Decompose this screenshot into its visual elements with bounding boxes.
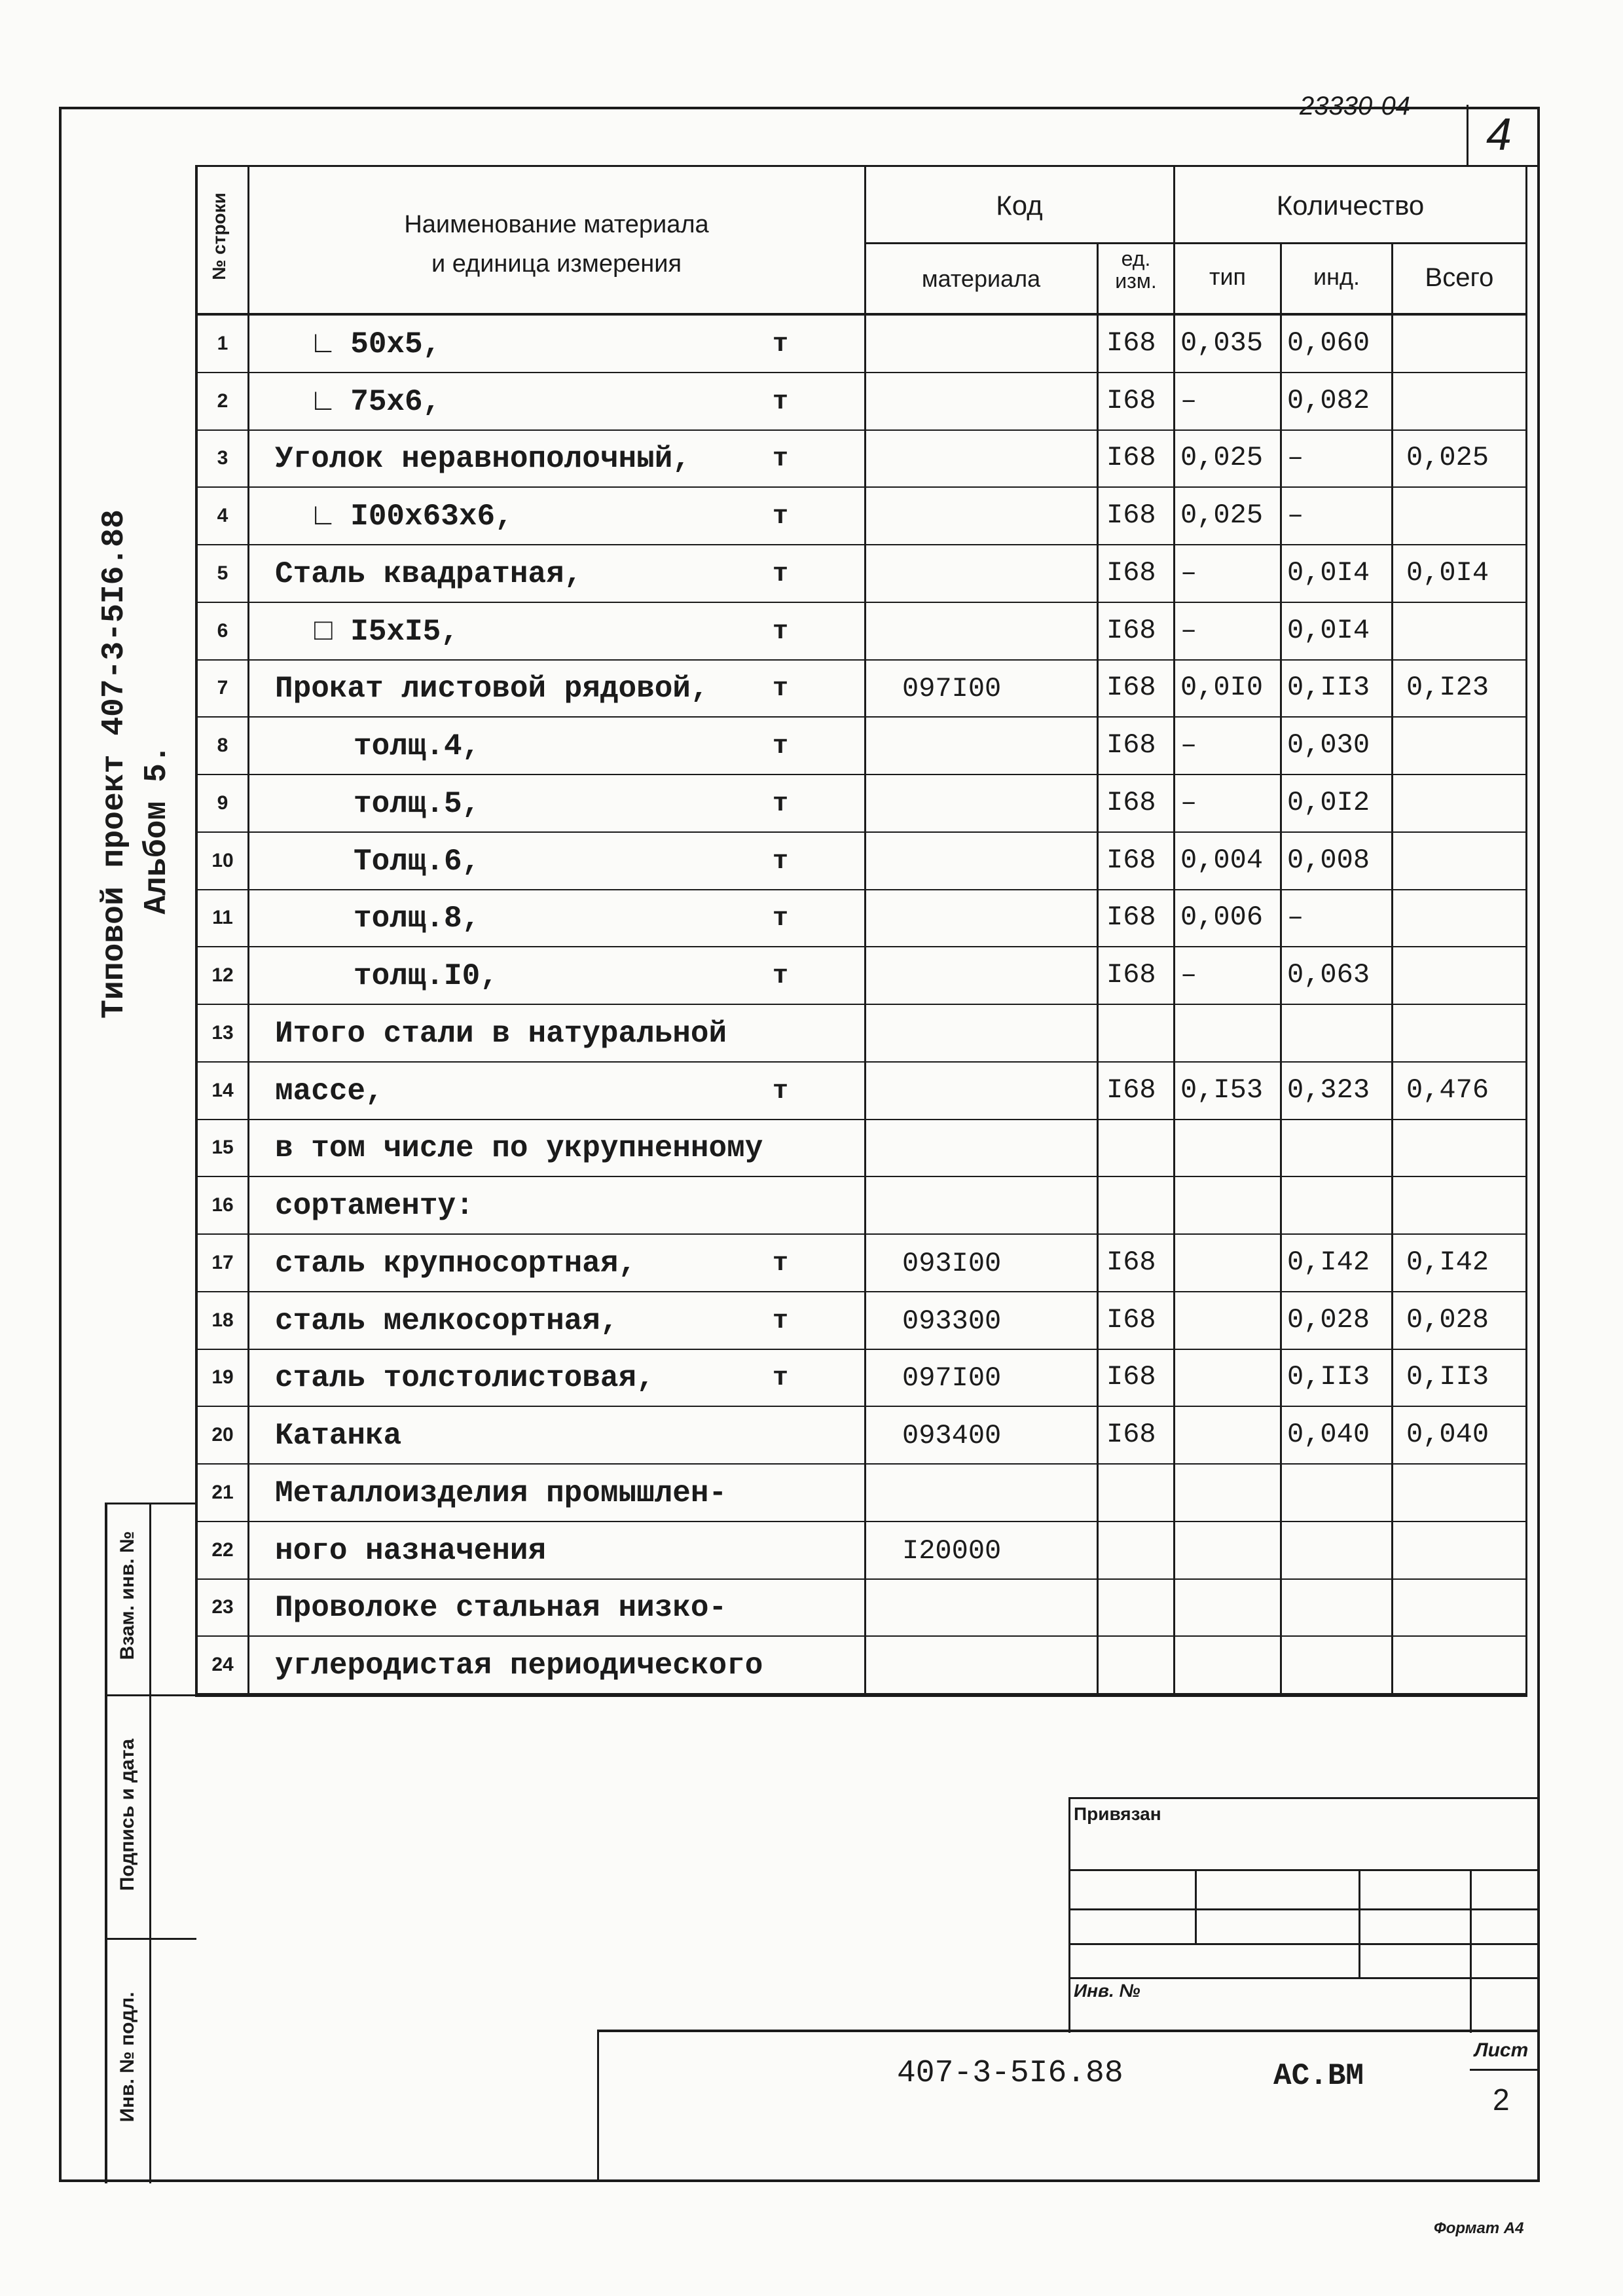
row-rule [195,1521,1527,1522]
row-code-unit: I68 [1106,787,1156,818]
row-name: Прокат листовой рядовой, [275,672,709,706]
row-qty-ind: 0,040 [1287,1419,1370,1450]
row-name: толщ.8, [354,902,481,936]
col-code-header: Код [996,190,1043,221]
col-qty-total-header: Всего [1425,263,1494,292]
row-qty-typ: – [1180,959,1197,991]
row-number: 7 [217,677,228,699]
row-code-unit: I68 [1106,557,1156,589]
stamp-binding-row1 [1068,1869,1539,1871]
row-rule [195,602,1527,603]
row-qty-typ: 0,0I0 [1180,672,1264,703]
stamp-set: АС.ВМ [1273,2059,1364,2093]
row-rule [195,1176,1527,1177]
row-qty-total: 0,I42 [1406,1247,1489,1278]
stamp-inv-no: Инв. № [1074,1980,1140,2001]
row-unit: т [773,502,789,532]
row-code-unit: I68 [1106,959,1156,991]
row-rule [195,1578,1527,1580]
row-rule [195,1406,1527,1407]
row-code-material: 093I00 [902,1248,1002,1279]
doc-code: 23330-04 [1300,92,1411,120]
row-number: 20 [211,1424,234,1446]
row-name: ∟ I00x63x6, [314,500,513,534]
side-album: Альбом 5. [139,744,175,915]
row-qty-typ: 0,004 [1180,845,1264,876]
row-unit: т [773,1249,789,1279]
table-vline [864,165,866,1697]
row-rule [195,429,1527,431]
col-code-material-header: материала [921,265,1041,292]
row-code-unit: I68 [1106,729,1156,761]
row-qty-typ: 0,I53 [1180,1074,1264,1106]
row-name: Катанка [275,1419,402,1453]
row-code-unit: I68 [1106,385,1156,416]
row-unit: т [773,1364,789,1393]
row-unit: т [773,445,789,474]
col-qty-header: Количество [1276,190,1425,221]
frame-bottom [59,2179,1540,2182]
row-name: в том числе по укрупненному [275,1131,763,1165]
row-rule [195,486,1527,488]
row-qty-ind: 0,060 [1287,327,1370,359]
margin-box-outer-left [105,1503,107,2183]
row-qty-ind: 0,0I4 [1287,615,1370,646]
stamp-binding-box-top [1068,1797,1539,1799]
row-unit: т [773,1307,789,1336]
row-qty-typ: 0,035 [1180,327,1264,359]
row-number: 6 [217,620,228,642]
col-row-no-header: № строки [209,192,229,280]
row-rule [195,1349,1527,1350]
row-qty-ind: 0,0I2 [1287,787,1370,818]
row-name: сталь толстолистовая, [275,1361,655,1395]
table-vline [1280,242,1282,1697]
row-qty-ind: – [1287,442,1304,473]
row-qty-total: 0,0I4 [1406,557,1489,589]
row-number: 10 [211,850,234,871]
row-number: 18 [211,1309,234,1331]
page-mark-divider [1467,105,1468,167]
stamp-binding-row4 [1068,1977,1539,1979]
row-unit: т [773,847,789,877]
row-rule [195,889,1527,890]
margin-label-vzam: Взам. инв. № [117,1531,138,1660]
row-unit: т [773,388,789,417]
table-hline-bottom [195,1694,1527,1697]
row-number: 11 [212,907,233,928]
margin-box-inner [149,1503,151,2183]
table-vline [1097,242,1099,1697]
row-qty-typ: – [1180,557,1197,589]
row-number: 24 [211,1654,234,1675]
row-code-unit: I68 [1106,845,1156,876]
row-qty-ind: 0,008 [1287,845,1370,876]
frame-left [59,107,62,2182]
row-qty-total: 0,025 [1406,442,1489,473]
row-code-unit: I68 [1106,1304,1156,1336]
stamp-binding-row3 [1068,1943,1539,1945]
row-qty-typ: 0,006 [1180,902,1264,933]
stamp-sheet-label: Лист [1474,2039,1529,2061]
row-name: Проволоке стальная низко- [275,1591,727,1625]
row-rule [195,1061,1527,1063]
row-number: 2 [217,390,228,412]
row-name: Сталь квадратная, [275,557,583,591]
row-qty-ind: 0,0I4 [1287,557,1370,589]
row-code-unit: I68 [1106,327,1156,359]
row-rule [195,1004,1527,1005]
row-number: 8 [217,735,228,756]
row-rule [195,372,1527,373]
stamp-privyazan: Привязан [1074,1804,1161,1824]
row-qty-typ: – [1180,385,1197,416]
row-qty-ind: 0,II3 [1287,672,1370,703]
row-number: 3 [217,447,228,469]
row-rule [195,1635,1527,1637]
table-vline [1173,165,1175,1697]
row-name: □ I5xI5, [314,615,459,649]
row-number: 17 [211,1252,234,1273]
row-qty-ind: 0,II3 [1287,1361,1370,1393]
row-unit: т [773,560,789,589]
row-name: массе, [275,1074,384,1108]
margin-box-sep2 [105,1938,196,1940]
row-qty-ind: 0,030 [1287,729,1370,761]
page-mark: 4 [1486,109,1512,160]
row-number: 21 [211,1482,234,1503]
row-code-unit: I68 [1106,1247,1156,1278]
row-qty-ind: – [1287,500,1304,531]
row-name: толщ.4, [354,729,481,763]
row-qty-typ: – [1180,615,1197,646]
row-rule [195,1233,1527,1235]
row-rule [195,831,1527,833]
table-hline-header-bottom [195,313,1527,316]
col-qty-typ-header: тип [1209,263,1247,290]
row-qty-typ: 0,025 [1180,442,1264,473]
row-rule [195,716,1527,718]
row-code-unit: I68 [1106,1074,1156,1106]
row-code-unit: I68 [1106,1361,1156,1393]
row-rule [195,774,1527,775]
stamp-binding-row2 [1068,1908,1539,1910]
row-unit: т [773,904,789,934]
row-number: 22 [211,1539,234,1561]
format-label: Формат А4 [1434,2219,1524,2237]
row-qty-ind: 0,082 [1287,385,1370,416]
row-number: 16 [211,1194,234,1216]
row-code-material: I20000 [902,1535,1002,1567]
row-name: сталь крупносортная, [275,1247,637,1281]
margin-label-inv-podl: Инв. № подл. [117,1992,138,2123]
row-qty-total: 0,040 [1406,1419,1489,1450]
row-rule [195,1291,1527,1292]
row-code-unit: I68 [1106,672,1156,703]
row-number: 1 [217,333,228,354]
row-name: ∟ 75x6, [314,385,441,419]
row-rule [195,1463,1527,1465]
row-qty-ind: 0,028 [1287,1304,1370,1336]
row-unit: т [773,674,789,704]
row-qty-total: 0,I23 [1406,672,1489,703]
row-code-unit: I68 [1106,615,1156,646]
row-unit: т [773,1077,789,1106]
table-vline [1391,242,1393,1697]
table-vline [1525,165,1527,1697]
row-qty-total: 0,028 [1406,1304,1489,1336]
row-name: ∟ 50x5, [314,327,441,361]
row-code-unit: I68 [1106,902,1156,933]
table-vline [247,165,249,1697]
row-code-material: 093400 [902,1420,1002,1451]
row-qty-ind: – [1287,902,1304,933]
row-unit: т [773,962,789,991]
row-unit: т [773,790,789,819]
row-number: 19 [211,1366,234,1388]
row-number: 14 [211,1080,234,1101]
row-name: сортаменту: [275,1189,474,1223]
table-hline-sub [864,242,1527,244]
row-name: Металлоизделия промышлен- [275,1476,727,1510]
row-rule [195,544,1527,545]
row-number: 23 [211,1596,234,1618]
stamp-binding-box-left [1068,1797,1070,2033]
stamp-main-left [597,2030,599,2181]
row-qty-ind: 0,063 [1287,959,1370,991]
row-unit: т [773,330,789,359]
stamp-sheet-no: 2 [1493,2083,1510,2117]
row-name: толщ.5, [354,787,481,821]
row-number: 13 [211,1022,234,1044]
row-number: 9 [217,792,228,814]
row-unit: т [773,617,789,647]
row-name: ного назначения [275,1534,547,1568]
row-qty-typ: – [1180,729,1197,761]
row-rule [195,659,1527,661]
row-code-material: 093300 [902,1305,1002,1337]
stamp-designation: 407-3-5I6.88 [897,2056,1123,2091]
stamp-sheet-sep [1470,2069,1539,2071]
row-number: 15 [211,1137,234,1158]
row-name: сталь мелкосортная, [275,1304,619,1338]
row-code-unit: I68 [1106,442,1156,473]
row-unit: т [773,732,789,761]
row-code-material: 097I00 [902,1362,1002,1394]
row-name: Толщ.6, [354,845,481,879]
row-number: 12 [211,964,234,986]
row-number: 4 [217,505,228,526]
col-name-header-line2: и единица измерения [431,250,682,278]
col-name-header-line1: Наименование материала [404,211,709,238]
margin-box-sep1 [105,1694,196,1696]
row-rule [195,1693,1527,1694]
row-name: Уголок неравнополочный, [275,442,691,476]
table-hline-top [195,165,1527,167]
margin-label-podpis: Подпись и дата [117,1738,138,1891]
stamp-binding-col1 [1195,1869,1197,1944]
col-code-unit-header: ед. изм. [1115,247,1157,293]
row-rule [195,946,1527,947]
row-qty-total: 0,II3 [1406,1361,1489,1393]
row-name: углеродистая периодического [275,1649,763,1683]
col-qty-ind-header: инд. [1313,263,1360,290]
row-qty-total: 0,476 [1406,1074,1489,1106]
stamp-main-top [597,2030,1539,2032]
row-name: Итого стали в натуральной [275,1017,727,1051]
row-code-material: 097I00 [902,673,1002,704]
row-code-unit: I68 [1106,500,1156,531]
row-qty-ind: 0,323 [1287,1074,1370,1106]
side-project-title: Типовой проект 407-3-5I6.88 [97,509,132,1019]
row-rule [195,1119,1527,1120]
stamp-binding-col2 [1359,1869,1360,1977]
stamp-binding-col3 [1470,1869,1472,2033]
row-name: толщ.I0, [354,959,498,993]
row-qty-ind: 0,I42 [1287,1247,1370,1278]
row-number: 5 [217,562,228,584]
row-qty-typ: – [1180,787,1197,818]
row-code-unit: I68 [1106,1419,1156,1450]
row-qty-typ: 0,025 [1180,500,1264,531]
